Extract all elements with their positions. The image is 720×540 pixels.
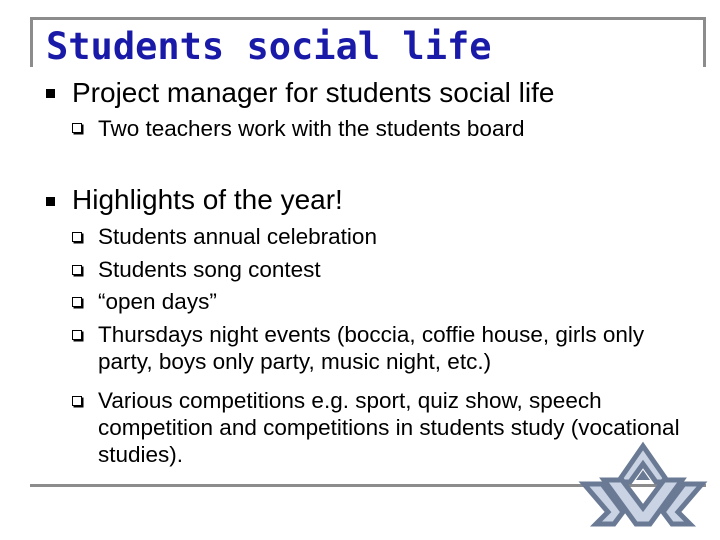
sub-bullet-box-icon [72,232,82,242]
sub-bullet-box-icon [72,297,82,307]
title-frame-top-line [30,17,706,20]
sub-bullet-box-icon [72,265,82,275]
sub-bullet-box-icon [72,396,82,406]
bullet-square-icon [46,197,55,206]
sub-bullet-text: Students annual celebration [98,224,377,249]
sub-bullet-text: Two teachers work with the students board [98,116,525,141]
bullet-square-icon [46,89,55,98]
sub-bullet-text: Thursdays night events (boccia, coffie house, girls only party, boys only party, music night, etc.) [98,322,645,374]
sub-bullet-box-icon [72,330,82,340]
sub-bullet-text: Various competitions e.g. sport, quiz show, speech competition and competitions in students study (vocational studies). [98,388,680,467]
bullet-text: Project manager for students social life [72,77,555,108]
slide-title: Students social life [46,25,492,68]
bullet-text: Highlights of the year! [72,184,343,215]
school-logo-icon [578,440,708,532]
sub-bullet-text: “open days” [98,289,217,314]
sub-bullet-box-icon [72,123,82,133]
title-frame-right-line [703,17,706,67]
title-frame-left-line [30,17,33,67]
sub-bullet-text: Students song contest [98,257,321,282]
